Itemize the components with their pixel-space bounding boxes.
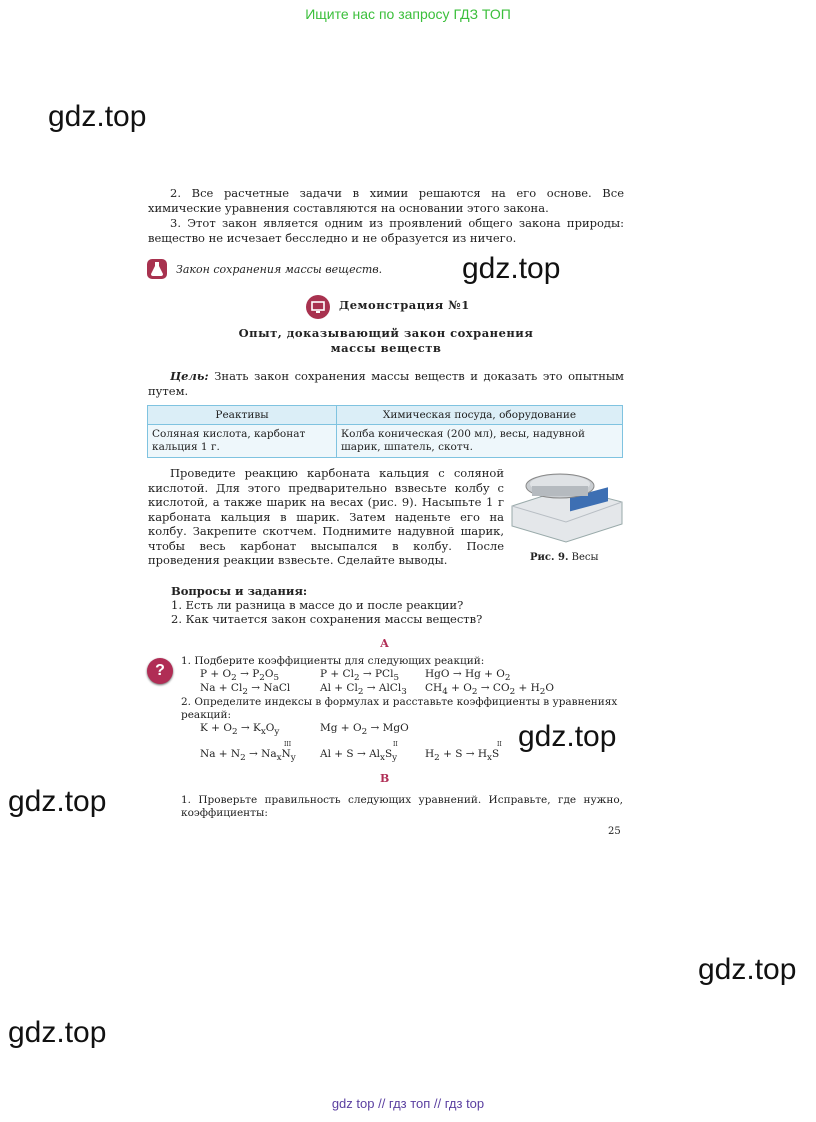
goal-paragraph <box>148 369 624 398</box>
watermark: gdz.top <box>8 785 107 818</box>
section-b-label: В <box>380 772 390 785</box>
goal-text: Знать закон сохранения массы веществ и доказать это опытным путем. <box>148 369 624 398</box>
table-header: Реактивы <box>148 406 337 425</box>
watermark: gdz.top <box>698 953 797 986</box>
demo-title-2: массы веществ <box>330 341 442 355</box>
task-1: 1. Подберите коэффициенты для следующих реакций: <box>181 655 485 667</box>
section-a-label: А <box>380 637 389 650</box>
task-b1: 1. Проверьте правильность следующих уравнений. Исправьте, где нужно, коэффициенты: <box>181 794 623 819</box>
top-banner[interactable]: Ищите нас по запросу ГДЗ ТОП <box>305 6 511 22</box>
paragraph-2: 2. Все расчетные задачи в химии решаются на его основе. Все химические уравнения составляются на основании этого закона. <box>148 186 624 215</box>
equations-row-3: $K + O_2 \to K_xO_y$ $Mg + O_2$ → MgO <box>200 722 409 738</box>
table-header: Химическая посуда, оборудование <box>337 406 623 425</box>
watermark: gdz.top <box>8 1016 107 1049</box>
watermark: gdz.top <box>48 100 147 133</box>
table-cell: Колба коническая (200 мл), весы, надувной шарик, шпатель, скотч. <box>337 425 623 458</box>
watermark: gdz.top <box>518 720 617 753</box>
figure-text: Весы <box>571 552 599 563</box>
equations-row-2: $Na + Cl_2$ → NaCl $Al + Cl_2$ → AlCl$_3$ $CH_4 + O_2 \to CO_2 + H_2O$ <box>200 682 554 698</box>
procedure-paragraph: Проведите реакцию карбоната кальция с соляной кислотой. Для этого предварительно взвесьте колбу с кислотой, а также шарик на весах (рис. 9). Насыпьте 1 г карбоната кальция в шарик. Затем наденьте его на колбу. Закрепите скотчем. Поднимите надувной шарик, чтобы весь карбонат высыпался в колбу. После проведения реакции взвесьте. Сделайте выводы. <box>148 466 504 567</box>
goal-label: Цель: <box>170 369 209 383</box>
valence-mark: II <box>497 741 502 748</box>
question-1: 1. Есть ли разница в массе до и после реакции? <box>171 598 464 612</box>
valence-mark: II <box>393 741 398 748</box>
figure-label: Рис. 9. <box>530 552 569 563</box>
paragraph-3: 3. Этот закон является одним из проявлений общего закона природы: вещество не исчезает бесследно и не образуется из ничего. <box>148 216 624 245</box>
task-2: 2. Определите индексы в формулах и расставьте коэффициенты в уравнениях реакций: <box>181 696 618 721</box>
flask-icon <box>147 259 167 279</box>
questions-heading: Вопросы и задания: <box>171 584 308 598</box>
law-note: Закон сохранения массы веществ. <box>176 263 383 276</box>
equations-row-1: $P + O_2 \to P_2O_5$ $P + Cl_2 \to PCl_5$ HgO → $Hg + O_2$ <box>200 668 511 684</box>
valence-mark: III <box>284 741 292 748</box>
scales-image <box>508 466 626 544</box>
equations-row-4: $Na + N_2 \to Na_xN_y$ $Al + S \to Al_xS_y$ $H_2 + S \to H_xS$ <box>200 748 500 764</box>
reagents-table <box>147 405 623 458</box>
demo-title-1: Опыт, доказывающий закон сохранения <box>238 326 534 340</box>
footer-links[interactable]: gdz top // гдз топ // гдз top <box>331 1096 485 1111</box>
figure-caption <box>530 552 598 563</box>
watermark: gdz.top <box>462 252 561 285</box>
page-number: 25 <box>608 826 621 837</box>
question-2: 2. Как читается закон сохранения массы веществ? <box>171 612 483 626</box>
demo-icon <box>306 295 330 319</box>
question-icon: ? <box>147 658 173 684</box>
demo-label: Демонстрация №1 <box>339 298 470 312</box>
table-cell: Соляная кислота, карбонат кальция 1 г. <box>148 425 337 458</box>
